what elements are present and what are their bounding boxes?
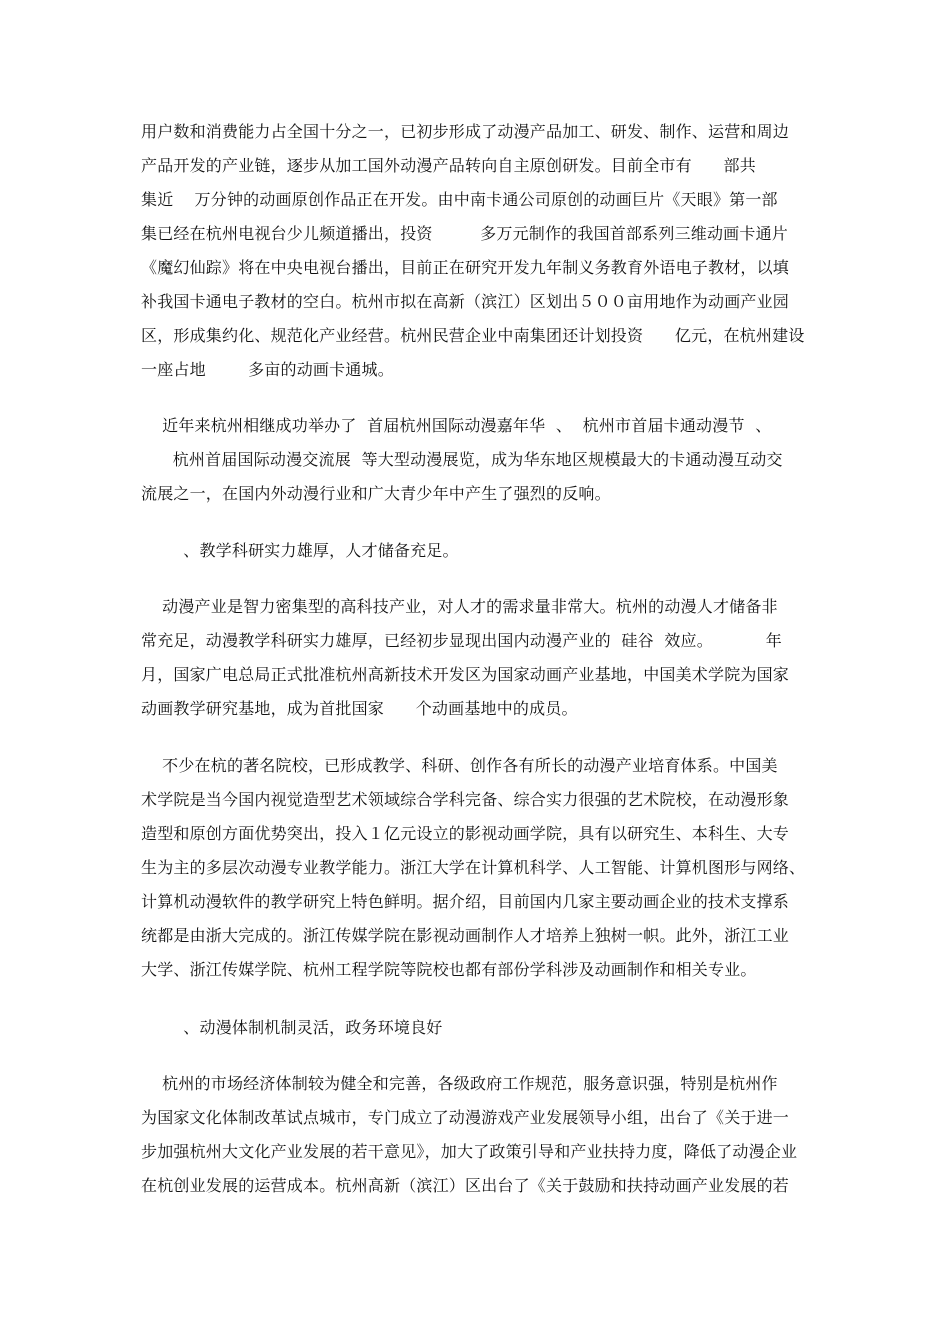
- paragraph-2-line-1: 近年来杭州相继成功举办了 首届杭州国际动漫嘉年华 、 杭州市首届卡通动漫节 、: [141, 416, 772, 435]
- paragraph-3-line-4: 动画教学研究基地，成为首批国家 个动画基地中的成员。: [141, 699, 578, 718]
- paragraph-1-line-3: 集近 万分钟的动画原创作品正在开发。由中南卡通公司原创的动画巨片《天眼》第一部: [141, 190, 778, 209]
- paragraph-5-line-3: 步加强杭州大文化产业发展的若干意见》，加大了政策引导和产业扶持力度，降低了动漫企业: [141, 1142, 798, 1161]
- paragraph-4-line-7: 大学、浙江传媒学院、杭州工程学院等院校也都有部份学科涉及动画制作和相关专业。: [141, 960, 757, 979]
- paragraph-5-line-1: 杭州的市场经济体制较为健全和完善，各级政府工作规范，服务意识强，特别是杭州作: [141, 1074, 778, 1093]
- paragraph-1-line-2: 产品开发的产业链，逐步从加工国外动漫产品转向自主原创研发。目前全市有 部共: [141, 156, 756, 175]
- section-heading-1: 、教学科研实力雄厚，人才储备充足。: [141, 541, 459, 560]
- paragraph-1-line-5: 《魔幻仙踪》将在中央电视台播出，目前正在研究开发九年制义务教育外语电子教材，以填: [141, 258, 790, 277]
- paragraph-5-line-4: 在杭创业发展的运营成本。杭州高新（滨江）区出台了《关于鼓励和扶持动画产业发展的若: [141, 1176, 790, 1195]
- paragraph-4-line-5: 计算机动漫软件的教学研究上特色鲜明。据介绍，目前国内几家主要动画企业的技术支撑系: [141, 892, 790, 911]
- paragraph-4-line-1: 不少在杭的著名院校，已形成教学、科研、创作各有所长的动漫产业培育体系。中国美: [141, 756, 778, 775]
- paragraph-5-line-2: 为国家文化体制改革试点城市，专门成立了动漫游戏产业发展领导小组，出台了《关于进一: [141, 1108, 790, 1127]
- paragraph-3-line-1: 动漫产业是智力密集型的高科技产业，对人才的需求量非常大。杭州的动漫人才储备非: [141, 597, 778, 616]
- paragraph-1-line-4: 集已经在杭州电视台少儿频道播出，投资 多万元制作的我国首部系列三维动画卡通片: [141, 224, 788, 243]
- paragraph-4-line-4: 生为主的多层次动漫专业教学能力。浙江大学在计算机科学、人工智能、计算机图形与网络、: [141, 858, 806, 877]
- paragraph-3-line-2: 常充足，动漫教学科研实力雄厚，已经初步显现出国内动漫产业的 硅谷 效应。 年: [141, 631, 783, 650]
- paragraph-4-line-3: 造型和原创方面优势突出，投入１亿元设立的影视动画学院，具有以研究生、本科生、大专: [141, 824, 790, 843]
- paragraph-1-line-1: 用户数和消费能力占全国十分之一，已初步形成了动漫产品加工、研发、制作、运营和周边: [141, 122, 790, 141]
- paragraph-1-line-8: 一座占地 多亩的动画卡通城。: [141, 360, 394, 379]
- paragraph-1-line-7: 区，形成集约化、规范化产业经营。杭州民营企业中南集团还计划投资 亿元，在杭州建设: [141, 326, 805, 345]
- paragraph-4-line-6: 统都是由浙大完成的。浙江传媒学院在影视动画制作人才培养上独树一帜。此外，浙江工业: [141, 926, 790, 945]
- paragraph-2-line-2: 杭州首届国际动漫交流展 等大型动漫展览，成为华东地区规模最大的卡通动漫互动交: [141, 450, 783, 469]
- paragraph-3-line-3: 月，国家广电总局正式批准杭州高新技术开发区为国家动画产业基地，中国美术学院为国家: [141, 665, 790, 684]
- paragraph-2-line-3: 流展之一，在国内外动漫行业和广大青少年中产生了强烈的反响。: [141, 484, 611, 503]
- paragraph-1-line-6: 补我国卡通电子教材的空白。杭州市拟在高新（滨江）区划出５００亩用地作为动画产业园: [141, 292, 790, 311]
- paragraph-4-line-2: 术学院是当今国内视觉造型艺术领域综合学科完备、综合实力很强的艺术院校，在动漫形象: [141, 790, 790, 809]
- section-heading-2: 、动漫体制机制灵活，政务环境良好: [141, 1018, 443, 1037]
